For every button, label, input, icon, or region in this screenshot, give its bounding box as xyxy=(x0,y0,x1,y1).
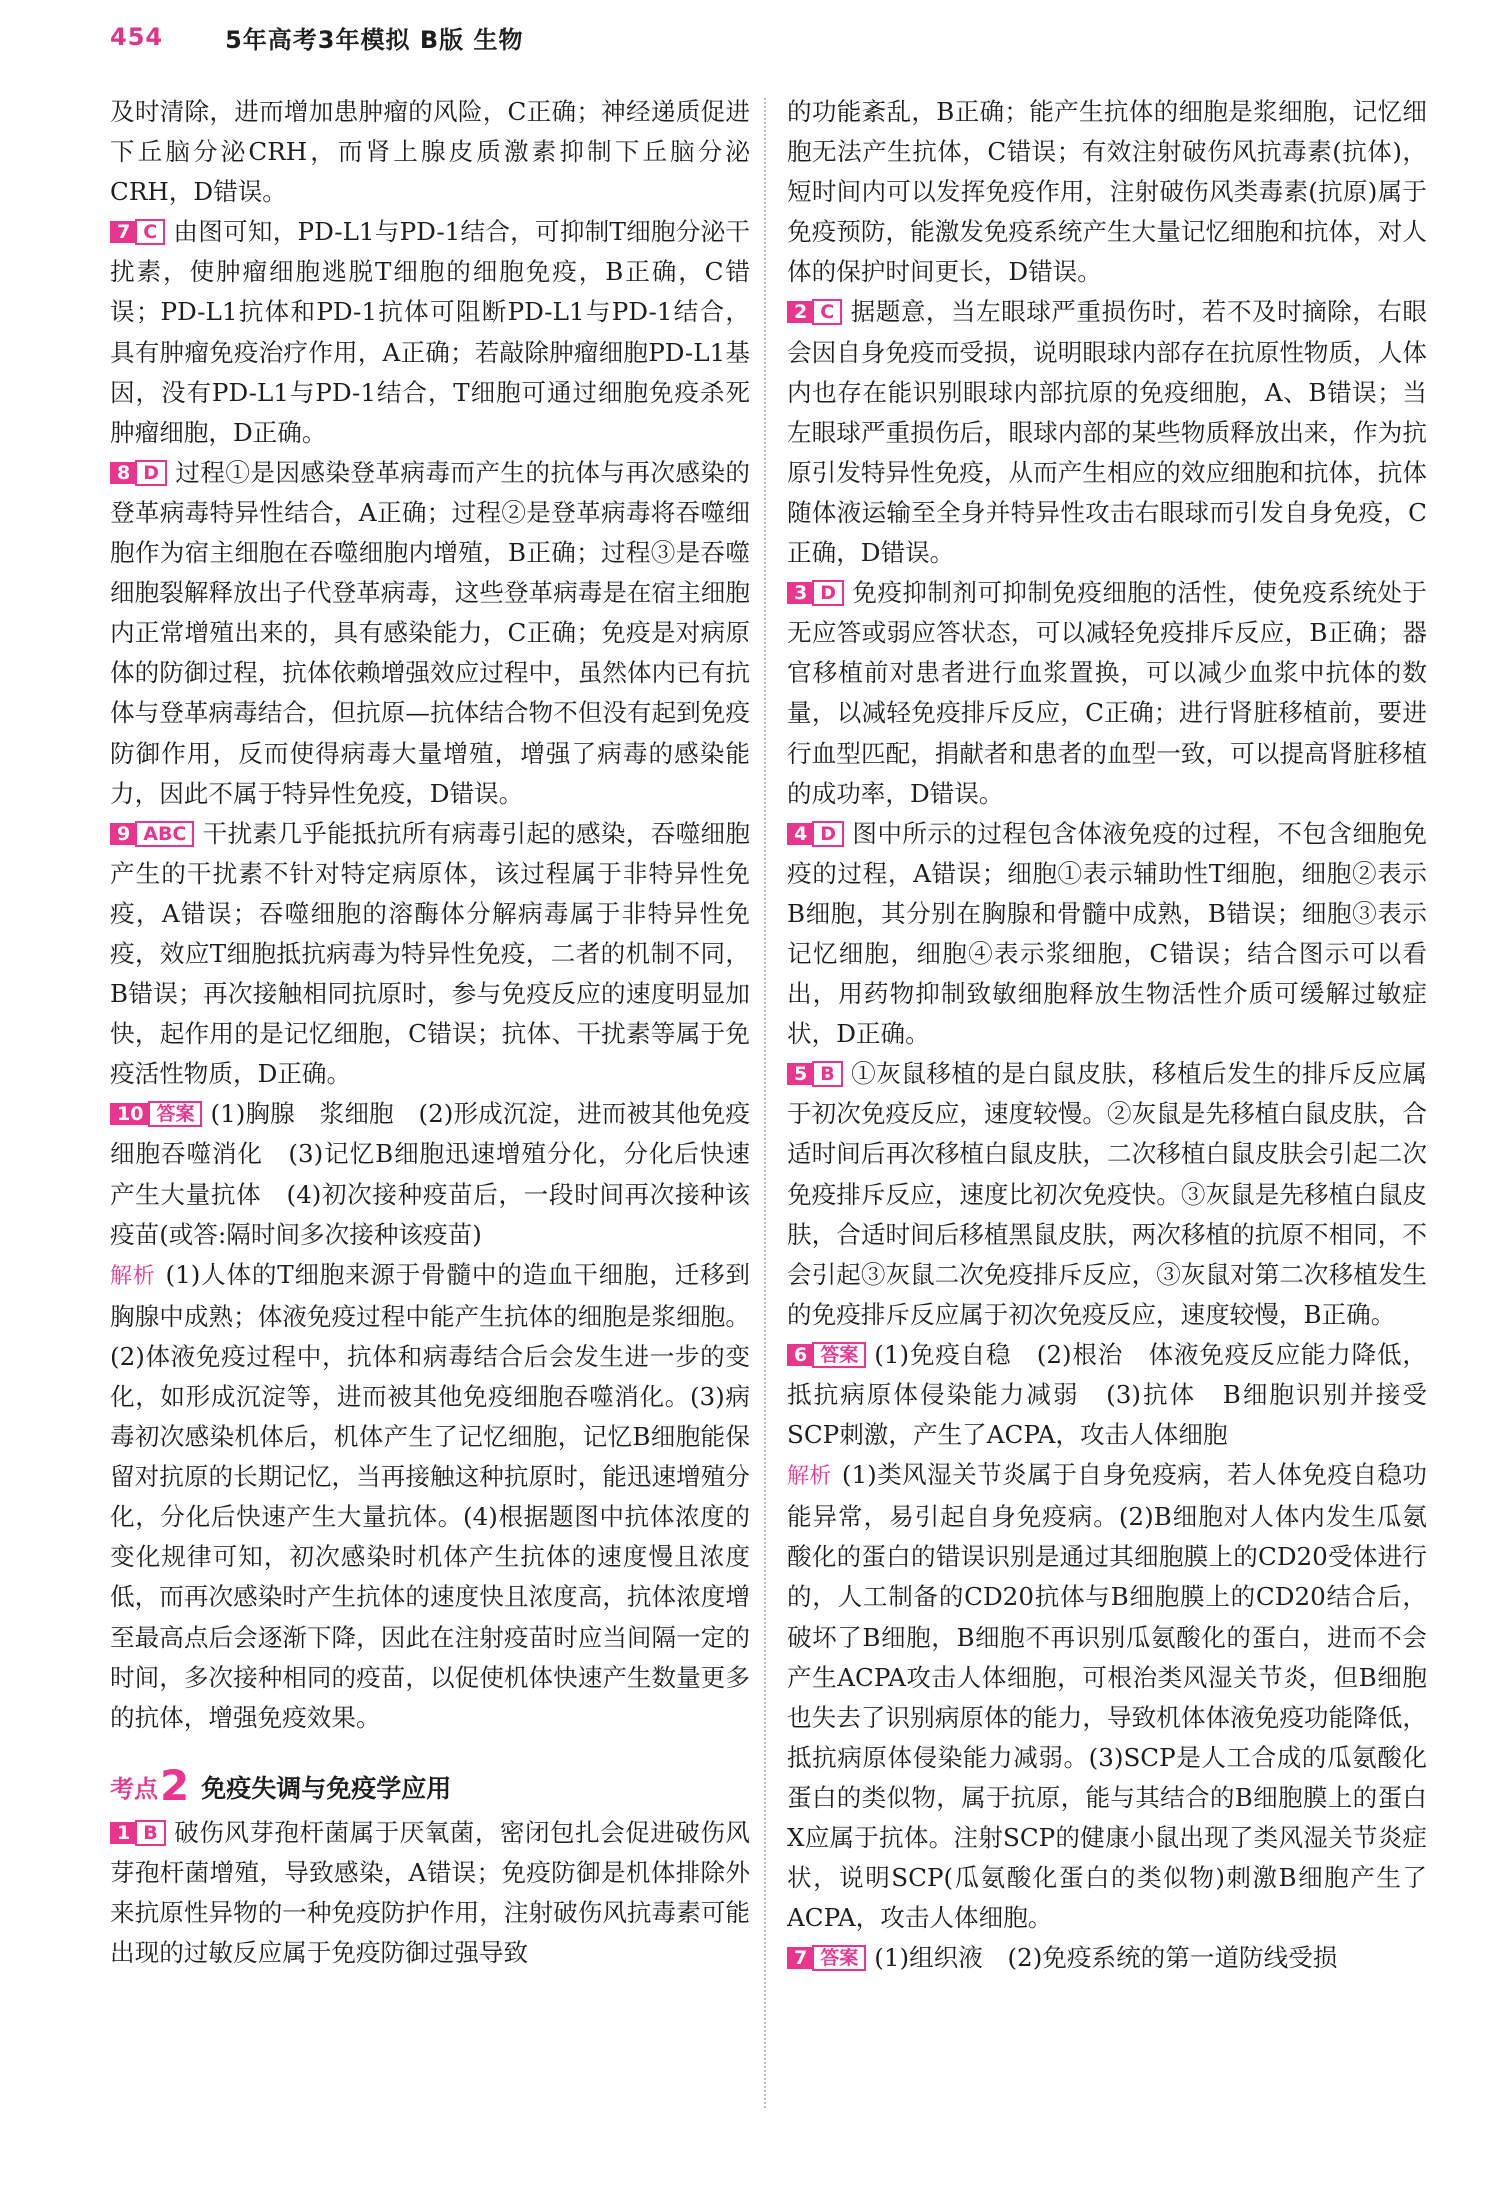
answer-item xyxy=(787,814,1427,1055)
answer-text: (1)胸腺 浆细胞 (2)形成沉淀，进而被其他免疫细胞吞噬消化 (3)记忆B细胞迅速增殖分化，分化后快速产生大量抗体 (4)初次接种疫苗后，一段时间再次接种该疫苗(或答:隔时间多次接种该疫苗) xyxy=(110,1099,750,1249)
left-column xyxy=(110,92,750,1973)
analysis-label: 解析 xyxy=(110,1263,156,1289)
answer-badge xyxy=(787,300,842,325)
answer-item xyxy=(110,1094,750,1254)
item-answer: D xyxy=(135,460,167,486)
item-answer: C xyxy=(812,299,842,325)
explanation-text: 干扰素几乎能抵抗所有病毒引起的感染，吞噬细胞产生的干扰素不针对特定病原体，该过程属于非特异性免疫，A错误；吞噬细胞的溶酶体分解病毒属于非特异性免疫，效应T细胞抵抗病毒为特异性免疫，二者的机制不同，B错误；再次接触相同抗原时，参与免疫反应的速度明显加快，起作用的是记忆细胞，C错误；抗体、干扰素等属于免疫活性物质，D正确。 xyxy=(110,818,750,1089)
answer-badge xyxy=(787,822,844,847)
item-answer: ABC xyxy=(135,821,194,847)
answer-item xyxy=(110,212,750,453)
section-heading xyxy=(110,1760,750,1811)
answer-item xyxy=(110,814,750,1095)
analysis-text: (1)类风湿关节炎属于自身免疫病，若人体免疫自稳功能异常，易引起自身免疫病。(2)B细胞对人体内发生瓜氨酸化的蛋白的错误识别是通过其细胞膜上的CD20受体进行的，人工制备的CD20抗体与B细胞膜上的CD20结合后，破坏了B细胞，B细胞不再识别瓜氨酸化的蛋白，进而不会产生ACPA攻击人体细胞，可根治类风湿关节炎，但B细胞也失去了识别病原体的能力，导致机体体液免疫功能降低，抵抗病原体侵染能力减弱。(3)SCP是人工合成的瓜氨酸化蛋白的类似物，属于抗原，能与其结合的B细胞膜上的蛋白X应属于抗体。注射SCP的健康小鼠出现了类风湿关节炎症状，说明SCP(瓜氨酸化蛋白的类似物)刺激B细胞产生了ACPA，攻击人体细胞。 xyxy=(787,1460,1427,1933)
answer-badge xyxy=(110,220,165,245)
answer-badge xyxy=(787,1062,843,1087)
item-answer: B xyxy=(812,1061,842,1087)
answer-text: (1)组织液 (2)免疫系统的第一道防线受损 xyxy=(874,1943,1338,1973)
item-number: 8 xyxy=(110,462,135,484)
answer-item xyxy=(787,1335,1427,1455)
answer-badge xyxy=(787,1343,866,1368)
item-number: 6 xyxy=(787,1344,812,1366)
answer-badge xyxy=(787,1946,866,1971)
analysis-paragraph xyxy=(787,1455,1427,1938)
page-header xyxy=(110,14,1410,60)
answer-badge xyxy=(110,822,194,847)
continued-paragraph: 及时清除，进而增加患肿瘤的风险，C正确；神经递质促进下丘脑分泌CRH，而肾上腺皮质激素抑制下丘脑分泌CRH，D错误。 xyxy=(110,97,750,207)
column-divider xyxy=(764,98,766,2108)
explanation-text: ①灰鼠移植的是白鼠皮肤，移植后发生的排斥反应属于初次免疫反应，速度较慢。②灰鼠是先移植白鼠皮肤，合适时间后再次移植白鼠皮肤，二次移植白鼠皮肤会引起二次免疫排斥反应，速度比初次免疫快。③灰鼠是先移植白鼠皮肤，合适时间后移植黑鼠皮肤，两次移植的抗原不相同，不会引起③灰鼠二次免疫排斥反应，③灰鼠对第二次移植发生的免疫排斥反应属于初次免疫反应，速度较慢，B正确。 xyxy=(787,1059,1427,1329)
item-answer: D xyxy=(812,580,844,606)
answer-badge xyxy=(110,1102,202,1127)
explanation-text: 由图可知，PD-L1与PD-1结合，可抑制T细胞分泌干扰素，使肿瘤细胞逃脱T细胞的细胞免疫，B正确，C错误；PD-L1抗体和PD-1抗体可阻断PD-L1与PD-1结合，具有肿瘤免疫治疗作用，A正确；若敲除肿瘤细胞PD-L1基因，没有PD-L1与PD-1结合，T细胞可通过细胞免疫杀死肿瘤细胞，D正确。 xyxy=(110,217,750,447)
page-number: 454 xyxy=(110,23,164,51)
answer-item xyxy=(787,573,1427,814)
answer-badge xyxy=(110,461,167,486)
item-answer: 答案 xyxy=(812,1945,866,1971)
item-number: 10 xyxy=(110,1103,148,1125)
explanation-text: 免疫抑制剂可抑制免疫细胞的活性，使免疫系统处于无应答或弱应答状态，可以减轻免疫排斥反应，B正确；器官移植前对患者进行血浆置换，可以减少血浆中抗体的数量，以减轻免疫排斥反应，C正确；进行肾脏移植前，要进行血型匹配，捐献者和患者的血型一致，可以提高肾脏移植的成功率，D错误。 xyxy=(787,578,1427,808)
answer-item xyxy=(787,1054,1427,1335)
analysis-paragraph xyxy=(110,1255,750,1738)
item-answer: 答案 xyxy=(812,1342,866,1368)
item-number: 7 xyxy=(110,221,135,243)
explanation-text: 破伤风芽孢杆菌属于厌氧菌，密闭包扎会促进破伤风芽孢杆菌增殖，导致感染，A错误；免疫防御是机体排除外来抗原性异物的一种免疫防护作用，注射破伤风抗毒素可能出现的过敏反应属于免疫防御过强导致 xyxy=(110,1817,750,1968)
item-answer: 答案 xyxy=(148,1101,202,1127)
answer-item xyxy=(787,1938,1427,1978)
analysis-text: (1)人体的T细胞来源于骨髓中的造血干细胞，迁移到胸腺中成熟；体液免疫过程中能产生抗体的细胞是浆细胞。(2)体液免疫过程中，抗体和病毒结合后会发生进一步的变化，如形成沉淀等，进而被其他免疫细胞吞噬消化。(3)病毒初次感染机体后，机体产生了记忆细胞，记忆B细胞能保留对抗原的长期记忆，当再接触这种抗原时，能迅速增殖分化，分化后快速产生大量抗体。(4)根据题图中抗体浓度的变化规律可知，初次感染时机体产生抗体的速度慢且浓度低，而再次感染时产生抗体的速度快且浓度高，抗体浓度增至最高点后会逐渐下降，因此在注射疫苗时应当间隔一定的时间，多次接种相同的疫苗，以促使机体快速产生数量更多的抗体，增强免疫效果。 xyxy=(110,1259,750,1732)
explanation-text: 图中所示的过程包含体液免疫的过程，不包含细胞免疫的过程，A错误；细胞①表示辅助性T细胞，细胞②表示B细胞，其分别在胸腺和骨髓中成熟，B错误；细胞③表示记忆细胞，细胞④表示浆细胞，C错误；结合图示可以看出，用药物抑制致敏细胞释放生物活性介质可缓解过敏症状，D正确。 xyxy=(787,818,1427,1049)
item-number: 7 xyxy=(787,1947,812,1969)
section-title: 免疫失调与免疫学应用 xyxy=(201,1773,452,1803)
continued-paragraph: 的功能紊乱，B正确；能产生抗体的细胞是浆细胞，记忆细胞无法产生抗体，C错误；有效注射破伤风抗毒素(抗体)，短时间内可以发挥免疫作用，注射破伤风类毒素(抗原)属于免疫预防，能激发免疫系统产生大量记忆细胞和抗体，对人体的保护时间更长，D错误。 xyxy=(787,97,1427,287)
analysis-label: 解析 xyxy=(787,1464,832,1490)
item-answer: B xyxy=(135,1820,165,1846)
section-number: 2 xyxy=(160,1760,190,1810)
answer-item xyxy=(110,453,750,814)
explanation-text: 据题意，当左眼球严重损伤时，若不及时摘除，右眼会因自身免疫而受损，说明眼球内部存在抗原性物质，人体内也存在能识别眼球内部抗原的免疫细胞，A、B错误；当左眼球严重损伤后，眼球内部的某些物质释放出来，作为抗原引发特异性免疫，从而产生相应的效应细胞和抗体，抗体随体液运输至全身并特异性攻击右眼球而引发自身免疫，C正确，D错误。 xyxy=(787,297,1427,568)
answer-badge xyxy=(787,581,844,606)
item-answer: D xyxy=(812,821,844,847)
explanation-text: 过程①是因感染登革病毒而产生的抗体与再次感染的登革病毒特异性结合，A正确；过程②是登革病毒将吞噬细胞作为宿主细胞在吞噬细胞内增殖，B正确；过程③是吞噬细胞裂解释放出子代登革病毒，这些登革病毒是在宿主细胞内正常增殖出来的，具有感染能力，C正确；免疫是对病原体的防御过程，抗体依赖增强效应过程中，虽然体内已有抗体与登革病毒结合，但抗原—抗体结合物不但没有起到免疫防御作用，反而使得病毒大量增殖，增强了病毒的感染能力，因此不属于特异性免疫，D错误。 xyxy=(110,457,750,808)
item-number: 3 xyxy=(787,582,812,604)
answer-text: (1)免疫自稳 (2)根治 体液免疫反应能力降低，抵抗病原体侵染能力减弱 (3)抗体 B细胞识别并接受SCP刺激，产生了ACPA，攻击人体细胞 xyxy=(787,1339,1427,1450)
item-answer: C xyxy=(135,219,165,245)
item-number: 1 xyxy=(110,1822,135,1844)
section-label: 考点 xyxy=(110,1774,158,1803)
item-number: 9 xyxy=(110,823,135,845)
item-number: 5 xyxy=(787,1063,812,1085)
item-number: 2 xyxy=(787,301,812,323)
answer-item xyxy=(787,292,1427,573)
right-column xyxy=(787,92,1427,1978)
answer-badge xyxy=(110,1821,166,1846)
book-title: 5年高考3年模拟 B版 生物 xyxy=(225,25,524,54)
answer-item xyxy=(110,1813,750,1973)
item-number: 4 xyxy=(787,823,812,845)
